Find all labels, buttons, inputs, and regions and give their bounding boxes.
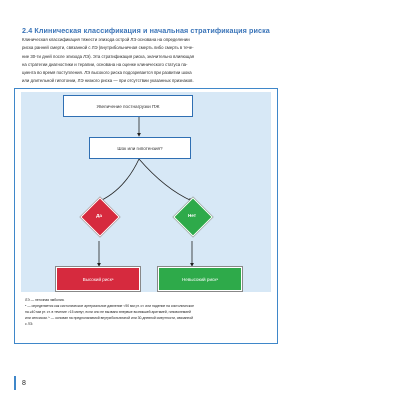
- rv-afterload-box: Увеличение постнагрузки ПЖ: [63, 95, 193, 117]
- note-line: или сепсисом. ᵇ — основан на предполагаемой внутрибольничной или 30-дневной смертности, связанной: [25, 316, 194, 320]
- no-label: Нет: [187, 213, 197, 218]
- note-line: с ЛЭ.: [25, 322, 34, 326]
- figure-notes: [25, 297, 273, 327]
- intro-line: Клиническая классификация тяжести эпизода острой ЛЭ основана на определении: [22, 37, 190, 42]
- intro-line: ние 30-ти дней после эпизода ЛЭ). Эта стратификация риска, значительно влияющая: [22, 53, 195, 59]
- page-number-rule: [14, 376, 16, 390]
- note-line: на ≥40 мм рт. ст. в течение >15 минут, если оно не вызвано впервые возникшей аритмией, гиповолемией: [25, 310, 191, 314]
- high-risk-sup: a: [111, 277, 114, 281]
- section-title: 2.4 Клиническая классификация и начальная стратификация риска: [22, 26, 270, 35]
- note-line: ᵃ — определяется как систолическое артериальное давление <90 мм рт. ст. или падение на систолическое: [25, 304, 194, 308]
- intro-line: на стратегии диагностики и терапии, основана на оценке клинического статуса па-: [22, 61, 188, 67]
- intro-line: риска ранней смерти, связанной с ЛЭ (внутрибольничная смерть либо смерть в тече-: [22, 45, 194, 51]
- risk-flowchart: [14, 88, 278, 344]
- low-risk-label: Невысокий риск: [181, 276, 217, 282]
- high-risk-box: [56, 267, 140, 291]
- note-line: ЛЭ — легочная эмболия.: [25, 298, 65, 302]
- low-risk-sup: a: [216, 277, 219, 281]
- yes-label: Да: [96, 213, 102, 218]
- high-risk-label: Высокий риск: [82, 276, 112, 282]
- intro-line: циента во время поступления. ЛЭ высокого риска подозревается при развитии шока: [22, 70, 192, 76]
- intro-line: или длительной гипотонии, ЛЭ низкого риска — при отсутствии указанных признаков.: [22, 78, 194, 84]
- arrow-question-to-no: [139, 159, 192, 201]
- intro-paragraph: [22, 36, 272, 86]
- page-number: 8: [22, 380, 26, 387]
- low-risk-box: [158, 267, 242, 291]
- arrow-question-to-yes: [100, 159, 139, 201]
- shock-question-box: Шок или гипотензия?: [89, 137, 191, 159]
